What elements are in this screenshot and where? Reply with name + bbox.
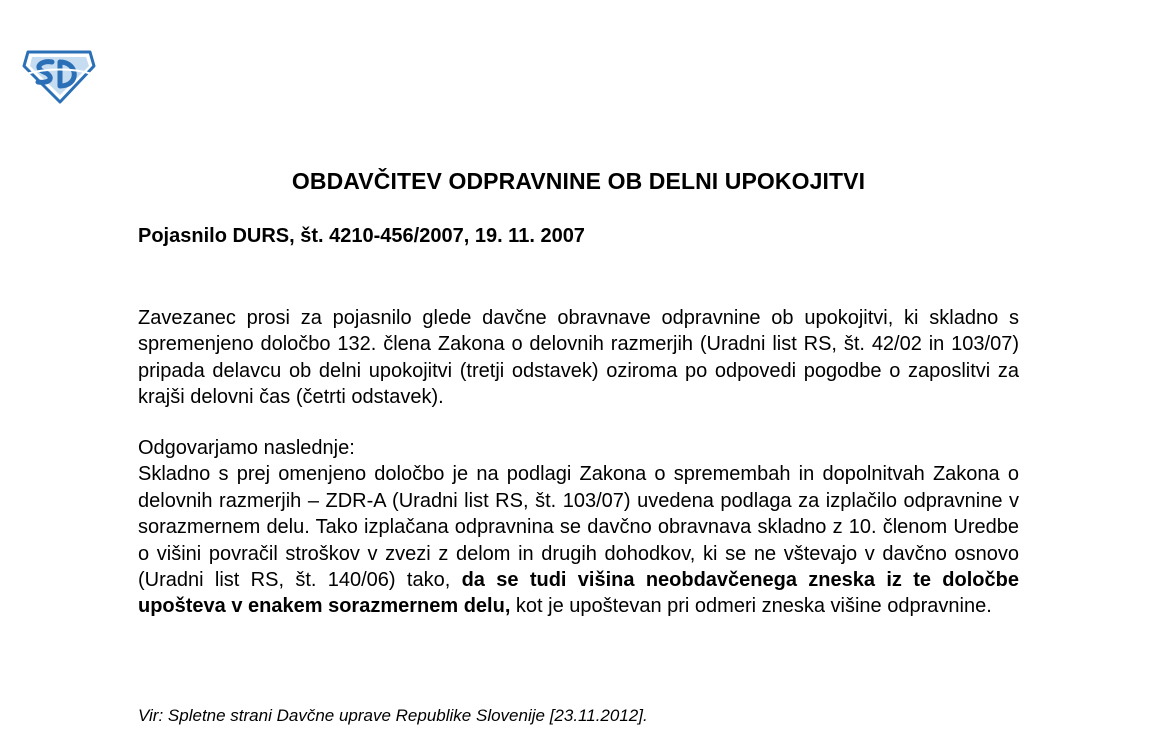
- document-title: OBDAVČITEV ODPRAVNINE OB DELNI UPOKOJITVI: [291, 168, 866, 194]
- answer-section: [138, 435, 1019, 620]
- answer-intro: Odgovarjamo naslednje:: [138, 437, 355, 459]
- document-subtitle: Pojasnilo DURS, št. 4210-456/2007, 19. 11. 2007: [138, 225, 585, 247]
- answer-text-end: kot je upoštevan pri odmeri zneska višine odpravnine.: [510, 595, 992, 618]
- answer-text-emphasis: da se tudi višina neobdavčenega zneska iz te določbe upošteva v enakem sorazmernem delu,: [138, 569, 1019, 618]
- answer-text-start: Skladno s prej omenjeno določbo je na podlagi Zakona o spremembah in dopolnitvah Zakona o delovnih razmerjih – ZDR-A (Uradni list RS, št. 103/07) uvedena podlaga za izplačilo odpravnine v sorazmernem delu. Tako izplačana odpravnina se davčno obravnava skladno z 10. členom Uredbe o višini povračil stroškov v zvezi z delom in drugih dohodkov, ki se ne vštevajo v davčno osnovo (Uradni list RS, št. 140/06) tako,: [138, 463, 1019, 592]
- answer-paragraph: [138, 463, 1019, 617]
- sd-logo-icon: [22, 48, 96, 104]
- source-note: Vir: Spletne strani Davčne uprave Republike Slovenije [23.11.2012].: [138, 706, 648, 725]
- question-paragraph: Zavezanec prosi za pojasnilo glede davčne obravnave odpravnine ob upokojitvi, ki skladno s spremenjeno določbo 132. člena Zakona o delovnih razmerjih (Uradni list RS, št. 42/02 in 103/07) pripada delavcu ob delni upokojitvi (tretji odstavek) oziroma po odpovedi pogodbe o zaposlitvi za krajši delovni čas (četrti odstavek).: [138, 307, 1019, 409]
